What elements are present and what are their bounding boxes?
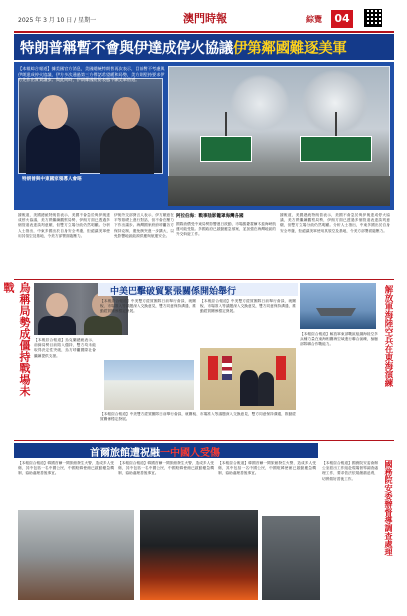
highway-photo-caption: 阿拉伯海：戰事陰影籠罩海灣各國 <box>176 214 244 219</box>
road-sign <box>200 136 252 162</box>
trade-headline: 中美巴擊破貿緊張關係開始舉行 <box>110 287 237 297</box>
ukraine-body-text: 【本報綜合報道】烏克蘭總統表示，前線局勢目前陷入僵持，雙方均未能取得決定性突破，烏方呼籲國際社會繼續提供支援。 <box>34 338 96 358</box>
fire-body-text: 【本報綜合報道】韓國首爾一間旅館發生火警，造成多人受傷，其中包括一名中國公民，中國駐韓使館已啟動應急機制，協助處理善後事宜。 <box>218 461 316 476</box>
lead-body-column: 伊朗外交部發言人表示，伊方願意在平等基礎上進行對話，但不會在壓力下作出讓步。海灣國家紛紛呼籲各方保持克制，避免衝突進一步擴大，以免影響地區能源供應與航運安全。 <box>114 213 174 238</box>
page-number: 04 <box>331 10 353 28</box>
safety-council-headline: 國務院安委辦督導調查處理 <box>384 460 393 556</box>
government-building-photo <box>104 360 194 410</box>
trade-body-text: 【本報綜合報道】中美雙方經貿團隊日前舉行會談，就關稅、市場准入等議題深入交換意見，雙方同意保持溝通，推動經貿關係穩定發展。 <box>200 299 296 314</box>
road-sign <box>300 136 372 162</box>
lead-intro-text: 【本報綜合報道】據美國官方消息，美國總統特朗普再次表示，目前暫不考慮與伊朗達成停火協議，伊方多次通過第三方傳話希望緩和局勢，美方則堅持要求伊方先作出實質讓步。與此同時，伊朗鄰國紛紛表態不願美軍借道。 <box>18 66 165 83</box>
leader-figure-left <box>26 124 80 174</box>
qr-code-icon <box>364 9 382 27</box>
military-drill-headline: 解放軍海陸空兵在東海演練 <box>383 285 393 387</box>
fire-body-text: 【本報綜合報道】韓國首爾一間旅館發生火警，造成多人受傷，其中包括一名中國公民，中國駐韓使館已啟動應急機制，協助處理善後事宜。 <box>118 461 214 476</box>
lead-headline-main: 特朗普稱暫不會與伊達成停火協議 <box>20 40 233 57</box>
military-drill-body-text: 【本報綜合報道】解放軍東部戰區組織海陸空多兵種力量在東海相關海空域進行聯合演練，檢驗部隊聯合作戰能力。 <box>300 332 378 347</box>
leaders-photo-caption: 特朗普與中東國家領導人會晤 <box>22 177 82 182</box>
ukraine-face-left <box>46 293 68 317</box>
safety-council-body-text: 【本報綜合報道】國務院安委會辦公室派出工作組赴現場督導調查處理工作，要求依法依規嚴肅追責，切實做好善後工作。 <box>322 461 378 481</box>
fire-headline <box>90 444 220 459</box>
lead-headline-highlight: 伊第鄰國難逐美軍 <box>233 40 347 57</box>
ukraine-headline: 烏稱局勢成僵持戰場未戰 <box>2 282 31 397</box>
masthead-rule <box>14 31 394 33</box>
section-name: 綜覽 <box>306 15 322 24</box>
flag-usa <box>222 356 232 380</box>
lead-body-column: 據報道，美國總統特朗普表示，美國不會急於與伊朗達成停火協議，美方將繼續觀察局勢，伊朗方面已透過多個管道表達談判意願，但雙方立場分歧仍然明顯。分析人士指出，中東多國出於自身安全考慮，拒絕讓美軍使用其領空及基地，令美方部署面臨壓力。 <box>18 213 110 238</box>
official-figure <box>258 372 274 406</box>
warship <box>316 308 356 316</box>
fire-body-text: 【本報綜合報道】韓國首爾一間旅館發生火警，造成多人受傷，其中包括一名中國公民，中國駐韓使館已啟動應急機制，協助處理善後事宜。 <box>18 461 114 476</box>
issue-date: 2025 年 3 月 10 日 / 星期一 <box>18 17 97 24</box>
fire-headline-main: 首爾旅館遭祝融 <box>90 448 160 459</box>
leader-figure-right <box>100 125 154 174</box>
flag-china <box>208 356 218 380</box>
smoke-plume <box>230 74 290 134</box>
section-divider <box>14 440 394 441</box>
ukraine-figure-left <box>38 316 76 335</box>
lead-body-column: 據報道，美國總統特朗普表示，美國不會急於與伊朗達成停火協議，美方將繼續觀察局勢，伊朗方面已透過多個管道表達談判意願，但雙方立場分歧仍然明顯。分析人士指出，中東多國出於自身安全考慮，拒絕讓美軍使用其領空及基地，令美方部署面臨壓力。 <box>280 213 390 233</box>
lead-body-column: 國際油價受中東局勢影響連日波動，市場擔憂霍爾木茲海峽航運可能受阻。多國政府已啟動應急預案，並加強在海灣地區的外交斡旋工作。 <box>176 222 276 237</box>
official-figure <box>240 370 258 406</box>
fire-headline-highlight: 一中國人受傷 <box>160 448 220 459</box>
flag-china <box>276 356 286 380</box>
fire-scene-photo <box>140 510 258 600</box>
building-photo <box>262 516 320 600</box>
hotel-exterior-photo <box>18 510 134 600</box>
section-divider <box>14 279 394 280</box>
newspaper-logo: 澳門時報 <box>183 12 227 25</box>
trade-body-text: 【本報綜合報道】中美雙方經貿團隊日前舉行會談，就關稅、市場准入等議題深入交換意見，雙方同意保持溝通，推動經貿關係穩定發展。 <box>100 412 296 422</box>
highway <box>168 176 390 206</box>
trade-body-text: 【本報綜合報道】中美雙方經貿團隊日前舉行會談，就關稅、市場准入等議題深入交換意見，雙方同意保持溝通，推動經貿關係穩定發展。 <box>100 299 196 314</box>
lead-headline-banner <box>14 34 394 60</box>
warship-photo <box>300 283 376 329</box>
